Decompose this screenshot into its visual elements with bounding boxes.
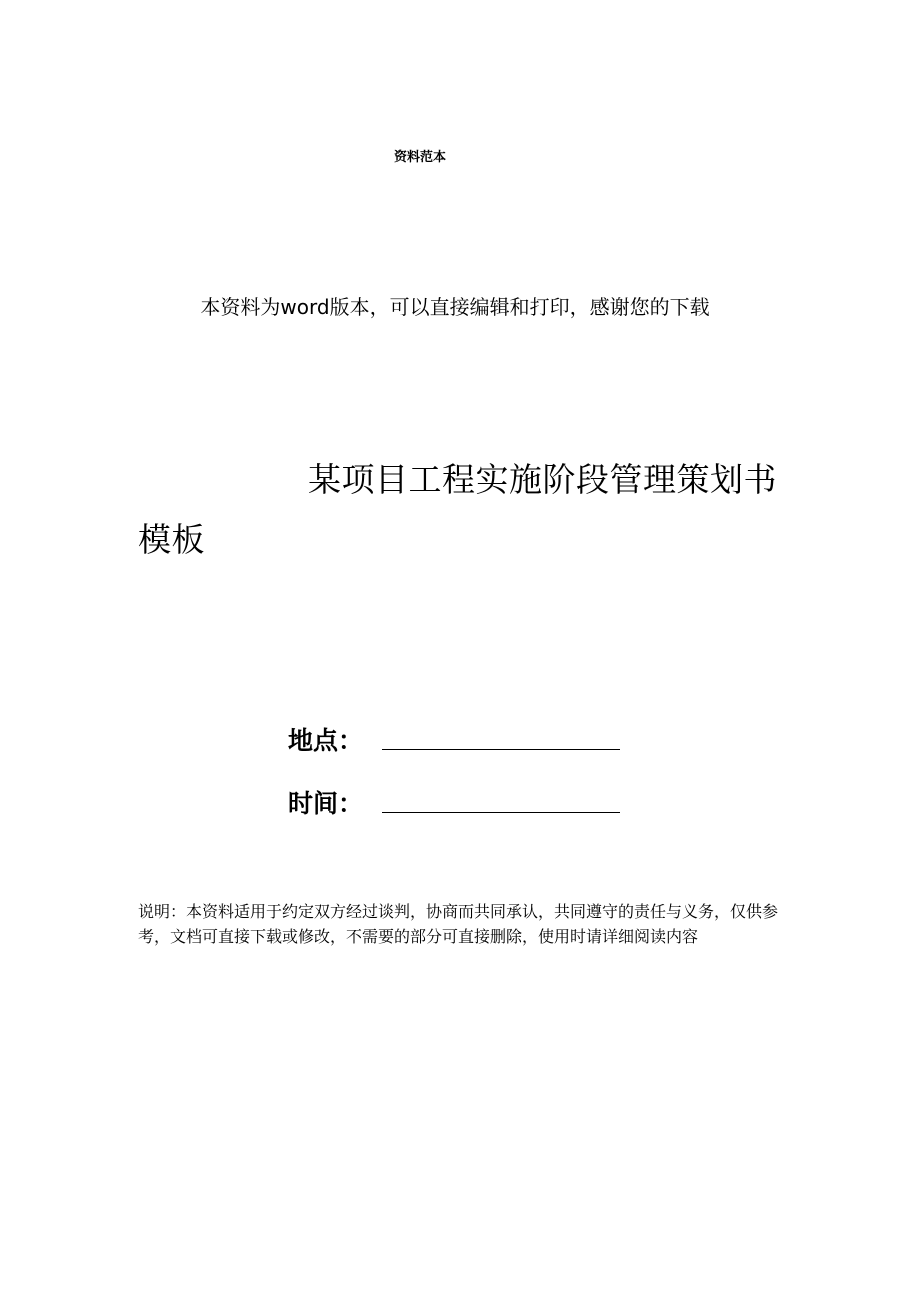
location-label: 地点： — [288, 726, 364, 755]
time-field — [288, 785, 620, 821]
header-label: 资料范本 — [393, 150, 446, 165]
download-notice: 本资料为word版本，可以直接编辑和打印，感谢您的下载 — [200, 295, 710, 319]
usage-note: 说明：本资料适用于约定双方经过谈判，协商而共同承认，共同遵守的责任与义务，仅供参考，文档可直接下载或修改，不需要的部分可直接删除，使用时请详细阅读内容 — [138, 902, 779, 946]
location-blank-line — [382, 749, 620, 750]
location-field — [288, 722, 620, 758]
time-blank-line — [382, 812, 620, 813]
document-title: 某项目工程实施阶段管理策划书模板 — [138, 460, 777, 559]
time-label: 时间： — [288, 789, 364, 818]
